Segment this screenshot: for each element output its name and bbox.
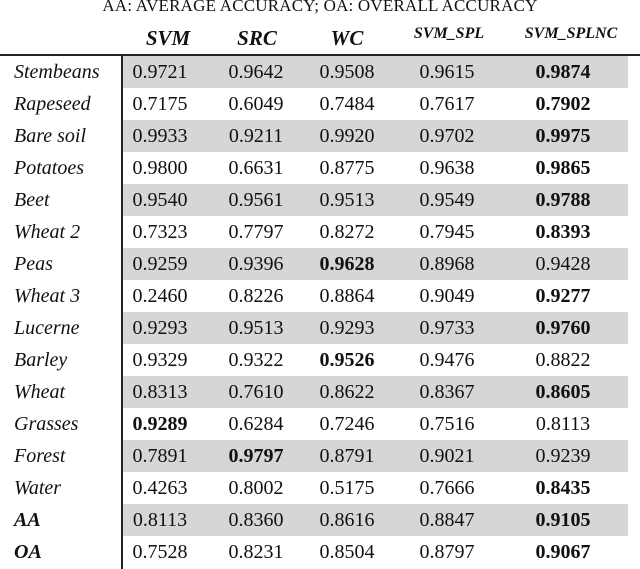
table-cell: 0.7617: [419, 93, 475, 115]
table-cell: 0.8616: [319, 509, 375, 531]
row-label: Lucerne: [14, 317, 80, 339]
table-cell: 0.9329: [132, 349, 188, 371]
table-cell: 0.8791: [319, 445, 375, 467]
table-cell: 0.5175: [319, 477, 375, 499]
table-row: [0, 504, 640, 536]
table-cell: 0.8231: [228, 541, 284, 563]
table-row: [0, 56, 640, 88]
row-label: Grasses: [14, 413, 79, 435]
table-cell: 0.9508: [319, 61, 375, 83]
table-cell: 0.7175: [132, 93, 188, 115]
table-cell: 0.8622: [319, 381, 375, 403]
table-cell: 0.9642: [228, 61, 284, 83]
table-cell: 0.8272: [319, 221, 375, 243]
table-cell: 0.9733: [419, 317, 475, 339]
table-row: [0, 120, 640, 152]
row-label: Forest: [14, 445, 66, 467]
table-cell: 0.9021: [419, 445, 475, 467]
table-row: [0, 152, 640, 184]
table-cell: 0.9933: [132, 125, 188, 147]
table-cell: 0.9476: [419, 349, 475, 371]
table-cell: 0.7945: [419, 221, 475, 243]
table-cell: 0.8367: [419, 381, 475, 403]
table-cell: 0.9289: [132, 413, 188, 435]
table-cell: 0.7516: [419, 413, 475, 435]
table-cell: 0.9920: [319, 125, 375, 147]
table-cell: 0.8822: [535, 349, 591, 371]
table-cell: 0.7484: [319, 93, 375, 115]
table-cell: 0.9975: [535, 125, 591, 147]
table-cell: 0.7891: [132, 445, 188, 467]
column-header-svm: SVM: [145, 26, 191, 50]
table-cell: 0.9638: [419, 157, 475, 179]
table-cell: 0.8002: [228, 477, 284, 499]
table-cell: 0.7666: [419, 477, 475, 499]
table-cell: 0.9702: [419, 125, 475, 147]
table-caption: AA: AVERAGE ACCURACY; OA: OVERALL ACCURACY: [102, 0, 538, 15]
table-cell: 0.9277: [535, 285, 591, 307]
table-cell: 0.6049: [228, 93, 284, 115]
table-cell: 0.7610: [228, 381, 284, 403]
row-label: Wheat 2: [14, 221, 81, 243]
table-cell: 0.9628: [319, 253, 375, 275]
row-label: OA: [14, 541, 42, 563]
table-cell: 0.8313: [132, 381, 188, 403]
table-cell: 0.9396: [228, 253, 284, 275]
table-row: [0, 408, 640, 440]
table-cell: 0.9721: [132, 61, 188, 83]
table-cell: 0.9797: [228, 445, 284, 467]
table-cell: 0.9211: [228, 125, 284, 147]
table-row: [0, 376, 640, 408]
table-cell: 0.9865: [535, 157, 591, 179]
table-row: [0, 440, 640, 472]
table-cell: 0.9293: [132, 317, 188, 339]
label-column-divider: [121, 55, 123, 569]
table-cell: 0.9615: [419, 61, 475, 83]
table-cell: 0.9526: [319, 349, 375, 371]
table-cell: 0.8113: [535, 413, 591, 435]
table-cell: 0.9513: [228, 317, 284, 339]
table-cell: 0.8864: [319, 285, 375, 307]
table-cell: 0.9322: [228, 349, 284, 371]
table-cell: 0.8435: [535, 477, 591, 499]
row-label: Rapeseed: [14, 93, 91, 115]
table-cell: 0.9259: [132, 253, 188, 275]
table-cell: 0.8968: [419, 253, 475, 275]
table-cell: 0.9293: [319, 317, 375, 339]
row-label: Bare soil: [14, 125, 87, 147]
table-cell: 0.7528: [132, 541, 188, 563]
table-row: [0, 88, 640, 120]
table-cell: 0.9874: [535, 61, 591, 83]
column-header-src: SRC: [237, 26, 277, 50]
table-cell: 0.4263: [132, 477, 188, 499]
row-label: Wheat: [14, 381, 66, 403]
table-cell: 0.8797: [419, 541, 475, 563]
table-cell: 0.7323: [132, 221, 188, 243]
column-header-wc: WC: [330, 26, 364, 50]
table-cell: 0.8226: [228, 285, 284, 307]
table-cell: 0.9561: [228, 189, 284, 211]
table-cell: 0.9540: [132, 189, 188, 211]
table-cell: 0.8504: [319, 541, 375, 563]
table-cell: 0.9513: [319, 189, 375, 211]
column-header-svm-spl: SVM_SPL: [413, 25, 485, 42]
table-cell: 0.7246: [319, 413, 375, 435]
table-cell: 0.9760: [535, 317, 591, 339]
table-row: [0, 248, 640, 280]
table-cell: 0.8393: [535, 221, 591, 243]
table-row: [0, 216, 640, 248]
row-label: Wheat 3: [14, 285, 81, 307]
table-header: [0, 26, 640, 54]
table-cell: 0.9788: [535, 189, 591, 211]
row-label: Potatoes: [14, 157, 84, 179]
row-label: Beet: [14, 189, 50, 211]
table-cell: 0.9049: [419, 285, 475, 307]
table-cell: 0.9549: [419, 189, 475, 211]
table-cell: 0.9428: [535, 253, 591, 275]
table-cell: 0.7797: [228, 221, 284, 243]
table-cell: 0.9239: [535, 445, 591, 467]
table-cell: 0.8605: [535, 381, 591, 403]
row-label: AA: [14, 509, 41, 531]
table-cell: 0.6631: [228, 157, 284, 179]
table-row: [0, 536, 640, 568]
column-header-svm-splnc: SVM_SPLNC: [524, 25, 618, 42]
table-cell: 0.7902: [535, 93, 591, 115]
row-label: Stembeans: [14, 61, 100, 83]
table-cell: 0.6284: [228, 413, 284, 435]
row-label: Water: [14, 477, 62, 499]
table-cell: 0.2460: [132, 285, 188, 307]
table-row: [0, 184, 640, 216]
table-row: [0, 312, 640, 344]
table-cell: 0.9105: [535, 509, 591, 531]
table-row: [0, 472, 640, 504]
table-cell: 0.9067: [535, 541, 591, 563]
row-label: Peas: [14, 253, 53, 275]
row-label: Barley: [14, 349, 68, 371]
table-cell: 0.8847: [419, 509, 475, 531]
table-cell: 0.8360: [228, 509, 284, 531]
table-cell: 0.8113: [132, 509, 188, 531]
table-cell: 0.8775: [319, 157, 375, 179]
table-row: [0, 280, 640, 312]
table-row: [0, 344, 640, 376]
table-cell: 0.9800: [132, 157, 188, 179]
